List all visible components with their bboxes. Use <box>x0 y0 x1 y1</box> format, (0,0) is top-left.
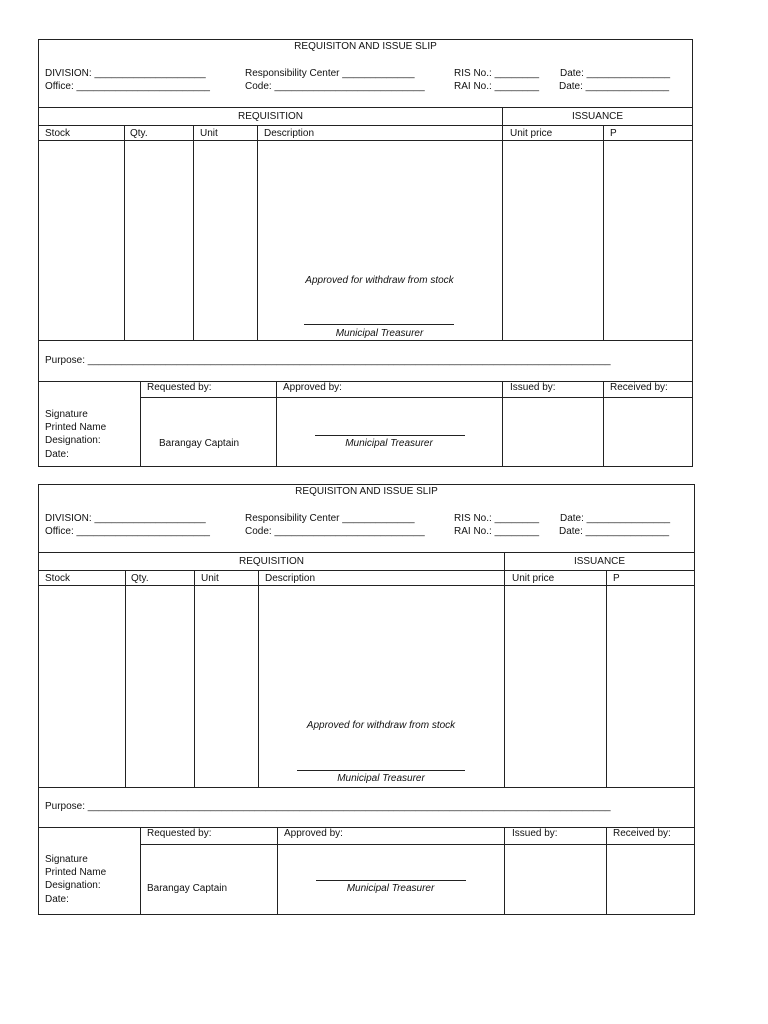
divider <box>39 107 692 108</box>
divider <box>606 570 607 787</box>
requested-by-label: Requested by: <box>147 382 212 393</box>
row-label-signature: Signature <box>45 409 88 420</box>
column-header-unit: Unit <box>200 128 218 139</box>
divider <box>504 552 505 787</box>
divider <box>257 125 258 340</box>
divider <box>140 397 692 398</box>
column-header-stock: Stock <box>45 573 71 584</box>
row-label-date: Date: <box>45 894 69 905</box>
divider <box>502 107 503 340</box>
divider <box>39 140 692 141</box>
issuance-section-label: ISSUANCE <box>571 111 624 122</box>
received-by-label: Received by: <box>610 382 668 393</box>
date-field-1[interactable]: Date: _______________ <box>560 68 671 79</box>
column-header-unit-price: Unit price <box>510 128 553 139</box>
divider <box>502 381 503 467</box>
divider <box>140 844 694 845</box>
divider <box>603 381 604 467</box>
row-label-printed-name: Printed Name <box>45 422 107 433</box>
issued-by-label: Issued by: <box>512 828 558 839</box>
divider <box>606 827 607 915</box>
divider <box>140 827 141 915</box>
date-field-2[interactable]: Date: _______________ <box>559 526 670 537</box>
ris-no-field[interactable]: RIS No.: ________ <box>454 68 540 79</box>
slip-title: REQUISITON AND ISSUE SLIP <box>294 41 437 52</box>
rai-no-field[interactable]: RAI No.: ________ <box>454 81 540 92</box>
divider <box>39 585 694 586</box>
divider <box>125 570 126 787</box>
column-header-qty: Qty. <box>130 128 148 139</box>
requisition-section-label: REQUISITION <box>237 111 303 122</box>
requisition-slip-2 <box>38 484 695 915</box>
requested-designation: Barangay Captain <box>147 883 228 894</box>
purpose-field[interactable]: Purpose: ______________________________________________________________________________________________ <box>45 801 611 812</box>
divider <box>603 125 604 340</box>
approval-note: Approved for withdraw from stock <box>306 720 456 731</box>
responsibility-center-field[interactable]: Responsibility Center _____________ <box>245 513 415 524</box>
divider <box>39 570 694 571</box>
received-by-label: Received by: <box>613 828 671 839</box>
divider <box>194 570 195 787</box>
divider <box>276 381 277 467</box>
row-label-designation: Designation: <box>45 880 101 891</box>
signature-line <box>297 770 465 771</box>
note-signatory: Municipal Treasurer <box>337 773 425 784</box>
requisition-section-label: REQUISITION <box>238 556 304 567</box>
approval-note: Approved for withdraw from stock <box>305 275 454 286</box>
row-label-designation: Designation: <box>45 435 101 446</box>
note-signatory: Municipal Treasurer <box>335 328 424 339</box>
purpose-field[interactable]: Purpose: ______________________________________________________________________________________________ <box>45 355 611 366</box>
approved-designation: Municipal Treasurer <box>345 438 433 449</box>
signature-line <box>315 435 465 436</box>
rai-no-field[interactable]: RAI No.: ________ <box>454 526 540 537</box>
divider <box>39 827 694 828</box>
column-header-qty: Qty. <box>131 573 149 584</box>
divider <box>193 125 194 340</box>
divider <box>277 827 278 915</box>
column-header-unit: Unit <box>201 573 219 584</box>
office-field[interactable]: Office: ________________________ <box>45 81 210 92</box>
signature-line <box>304 324 454 325</box>
divider <box>258 570 259 787</box>
divider <box>39 787 694 788</box>
row-label-date: Date: <box>45 449 69 460</box>
divider <box>39 340 692 341</box>
division-field[interactable]: DIVISION: ____________________ <box>45 68 206 79</box>
responsibility-center-field[interactable]: Responsibility Center _____________ <box>245 68 415 79</box>
signature-line <box>316 880 466 881</box>
requested-designation: Barangay Captain <box>159 438 240 449</box>
approved-by-label: Approved by: <box>284 828 343 839</box>
column-header-p: P <box>613 573 620 584</box>
requisition-slip-1 <box>38 39 693 467</box>
date-field-1[interactable]: Date: _______________ <box>560 513 671 524</box>
column-header-stock: Stock <box>45 128 71 139</box>
column-header-p: P <box>610 128 617 139</box>
issuance-section-label: ISSUANCE <box>573 556 626 567</box>
row-label-signature: Signature <box>45 854 88 865</box>
division-field[interactable]: DIVISION: ____________________ <box>45 513 206 524</box>
divider <box>140 381 141 467</box>
ris-no-field[interactable]: RIS No.: ________ <box>454 513 540 524</box>
divider <box>124 125 125 340</box>
column-header-description: Description <box>264 128 315 139</box>
approved-by-label: Approved by: <box>283 382 342 393</box>
date-field-2[interactable]: Date: _______________ <box>559 81 670 92</box>
divider <box>504 827 505 915</box>
divider <box>39 125 692 126</box>
requested-by-label: Requested by: <box>147 828 212 839</box>
column-header-unit-price: Unit price <box>512 573 555 584</box>
row-label-printed-name: Printed Name <box>45 867 107 878</box>
approved-designation: Municipal Treasurer <box>346 883 435 894</box>
column-header-description: Description <box>265 573 316 584</box>
slip-title: REQUISITON AND ISSUE SLIP <box>295 486 438 497</box>
divider <box>39 381 692 382</box>
issued-by-label: Issued by: <box>510 382 556 393</box>
office-field[interactable]: Office: ________________________ <box>45 526 210 537</box>
code-field[interactable]: Code: ___________________________ <box>245 526 425 537</box>
code-field[interactable]: Code: ___________________________ <box>245 81 425 92</box>
divider <box>39 552 694 553</box>
